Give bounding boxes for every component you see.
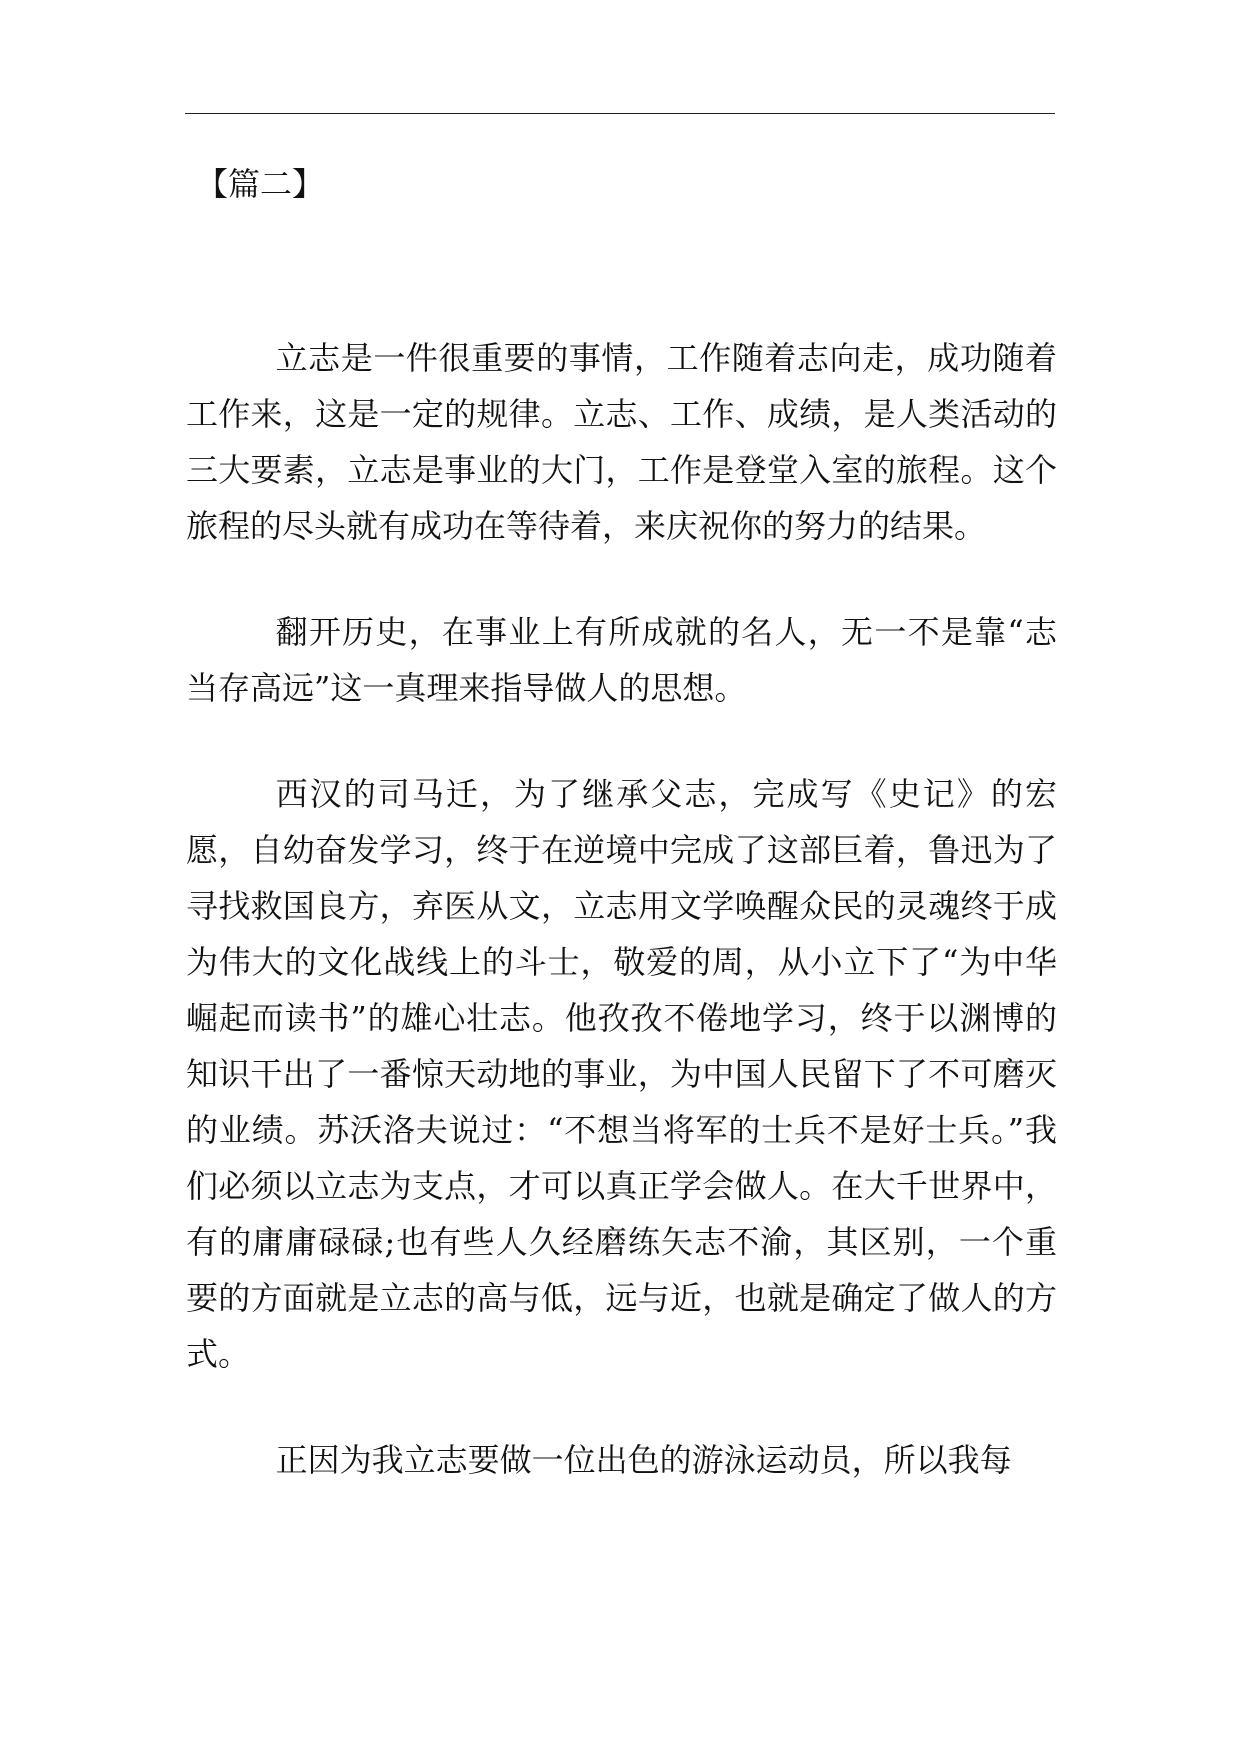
document-body bbox=[186, 330, 1057, 1538]
paragraph-3: 西汉的司马迁，为了继承父志，完成写《史记》的宏愿，自幼奋发学习，终于在逆境中完成了这部巨着，鲁迅为了寻找救国良方，弃医从文，立志用文学唤醒众民的灵魂终于成为伟大的文化战线上的斗士，敬爱的周，从小立下了“为中华崛起而读书”的雄心壮志。他孜孜不倦地学习，终于以渊博的知识干出了一番惊天动地的事业，为中国人民留下了不可磨灭的业绩。苏沃洛夫说过：“不想当将军的士兵不是好士兵。”我们必须以立志为支点，才可以真正学会做人。在大千世界中，有的庸庸碌碌;也有些人久经磨练矢志不渝，其区别，一个重要的方面就是立志的高与低，远与近，也就是确定了做人的方式。 bbox=[186, 775, 1057, 1373]
paragraph-1: 立志是一件很重要的事情，工作随着志向走，成功随着工作来，这是一定的规律。立志、工作、成绩，是人类活动的三大要素，立志是事业的大门，工作是登堂入室的旅程。这个旅程的尽头就有成功在等待着，来庆祝你的努力的结果。 bbox=[186, 339, 1057, 545]
paragraph-4: 正因为我立志要做一位出色的游泳运动员，所以我每 bbox=[275, 1441, 1012, 1479]
header-rule bbox=[185, 113, 1055, 114]
section-title: 【篇二】 bbox=[196, 165, 325, 203]
paragraph-2: 翻开历史，在事业上有所成就的名人，无一不是靠“志当存高远”这一真理来指导做人的思想。 bbox=[186, 613, 1057, 707]
